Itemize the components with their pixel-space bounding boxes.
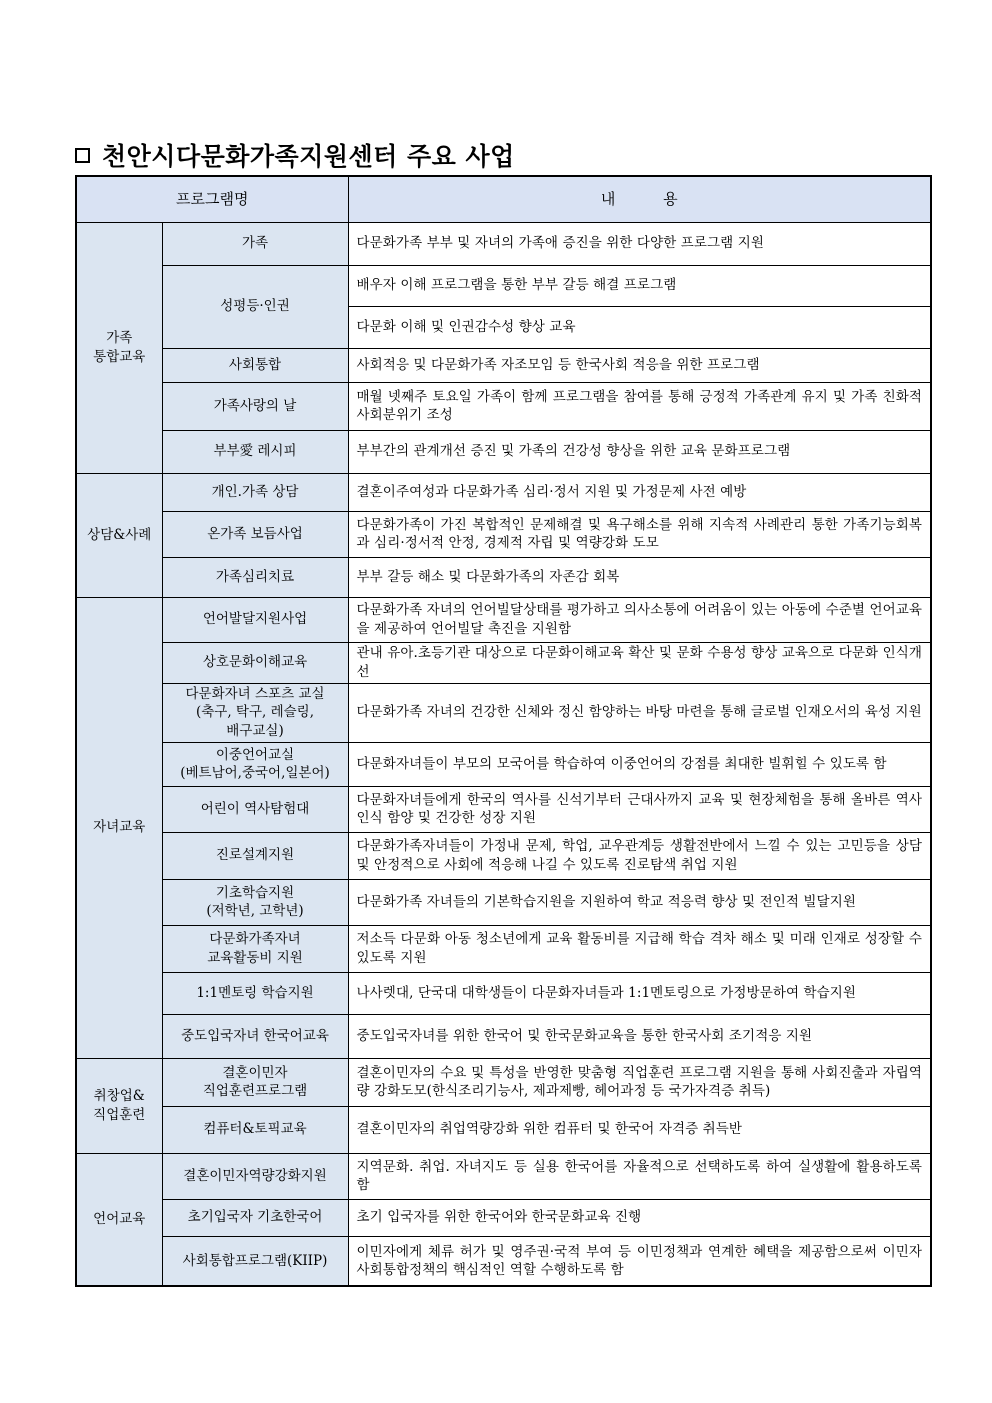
program-desc-cell: 다문화자녀들에게 한국의 역사를 신석기부터 근대사까지 교육 및 현장체험을 통해 올바른 역사 인식 함양 및 건강한 성장 지원: [348, 786, 931, 832]
table-row: [76, 832, 931, 879]
program-desc-cell: 결혼이주여성과 다문화가족 심리·정서 지원 및 가정문제 사전 예방: [348, 473, 931, 511]
program-name-cell: 결혼이민자 직업훈련프로그램: [162, 1058, 348, 1106]
table-row: [76, 972, 931, 1014]
program-desc-cell: 지역문화. 취업. 자녀지도 등 실용 한국어를 자율적으로 선택하도록 하여 실생활에 활용하도록 함: [348, 1153, 931, 1199]
program-name-cell: 진로설계지원: [162, 832, 348, 879]
program-name-cell: 다문화자녀 스포츠 교실 (축구, 탁구, 레슬링, 배구교실): [162, 683, 348, 742]
program-desc-cell: 다문화가족자녀들이 가정내 문제, 학업, 교우관계등 생활전반에서 느낄 수 있는 고민등을 상담 및 안정적으로 사회에 적응해 나길 수 있도록 진로탐색 취업 지원: [348, 832, 931, 879]
program-desc-cell: 부부 갈등 해소 및 다문화가족의 자존감 회복: [348, 557, 931, 597]
program-name-cell: 가족사랑의 날: [162, 382, 348, 430]
table-row: [76, 597, 931, 642]
program-desc-cell: 다문화가족 부부 및 자녀의 가족애 증진을 위한 다양한 프로그램 지원: [348, 222, 931, 265]
table-row: [76, 786, 931, 832]
program-name-cell: 개인.가족 상담: [162, 473, 348, 511]
table-row: [76, 1199, 931, 1236]
category-cell: 언어교육: [76, 1153, 162, 1286]
program-name-cell: 가족심리치료: [162, 557, 348, 597]
table-row: [76, 879, 931, 925]
program-desc-cell: 결혼이민자의 취업역량강화 위한 컴퓨터 및 한국어 자격증 취득반: [348, 1106, 931, 1153]
table-row: [76, 1014, 931, 1058]
program-name-cell: 상호문화이해교육: [162, 642, 348, 683]
program-desc-cell: 다문화가족 자녀의 건강한 신체와 정신 함양하는 바탕 마련을 통해 글로벌 인재오서의 육성 지원: [348, 683, 931, 742]
table-row: [76, 642, 931, 683]
category-cell: 가족 통합교육: [76, 222, 162, 473]
program-desc-cell: 다문화가족 자녀들의 기본학습지원을 지원하여 학교 적응력 향상 및 전인적 빌달지원: [348, 879, 931, 925]
program-name-cell: 성평등·인권: [162, 265, 348, 348]
table-row: [76, 430, 931, 473]
page-title: [75, 137, 515, 173]
program-desc-cell: 중도입국자녀를 위한 한국어 및 한국문화교육을 통한 한국사회 조기적응 지원: [348, 1014, 931, 1058]
program-name-cell: 중도입국자녀 한국어교육: [162, 1014, 348, 1058]
program-desc-cell: 초기 입국자를 위한 한국어와 한국문화교육 진행: [348, 1199, 931, 1236]
table-row: [76, 1236, 931, 1286]
table-header-row: [76, 176, 931, 222]
program-desc-cell: 배우자 이해 프로그램을 통한 부부 갈등 해결 프로그램: [348, 265, 931, 306]
program-name-cell: 기초학습지원 (저학년, 고학년): [162, 879, 348, 925]
program-name-cell: 다문화가족자녀 교육활동비 지원: [162, 925, 348, 972]
program-name-cell: 사회통합프로그램(KIIP): [162, 1236, 348, 1286]
program-desc-cell: 관내 유아.초등기관 대상으로 다문화이해교육 확산 및 문화 수용성 향상 교육으로 다문화 인식개선: [348, 642, 931, 683]
program-name-cell: 이중언어교실 (베트남어,중국어,일본어): [162, 742, 348, 786]
program-desc-cell: 저소득 다문화 아동 청소년에게 교육 활동비를 지급해 학습 격차 해소 및 미래 인재로 성장할 수 있도록 지원: [348, 925, 931, 972]
category-cell: 상담&사례: [76, 473, 162, 597]
table-row: [76, 382, 931, 430]
program-desc-cell: 결혼이민자의 수요 및 특성을 반영한 맞춤형 직업훈련 프로그램 지원을 통해 사회진출과 자립역량 강화도모(한식조리기능사, 제과제빵, 헤어과정 등 국가자격증 취득): [348, 1058, 931, 1106]
table-row: [76, 1153, 931, 1199]
program-name-cell: 1:1멘토링 학습지원: [162, 972, 348, 1014]
page-title-text: 천안시다문화가족지원센터 주요 사업: [102, 142, 515, 171]
program-desc-cell: 다문화가족이 가진 복합적인 문제해결 및 욕구해소를 위해 지속적 사례관리 통한 가족기능회복과 심리·정서적 안정, 경제적 자립 및 역량강화 도모: [348, 511, 931, 557]
header-content: 내 용: [348, 176, 931, 222]
program-name-cell: 초기입국자 기초한국어: [162, 1199, 348, 1236]
table-row: [76, 1058, 931, 1106]
table-row: [76, 473, 931, 511]
program-desc-cell: 사회적응 및 다문화가족 자조모임 등 한국사회 적응을 위한 프로그램: [348, 348, 931, 382]
program-desc-cell: 다문화가족 자녀의 언어빌달상태를 평가하고 의사소통에 어려움이 있는 아동에 수준별 언어교육을 제공하여 언어빌달 촉진을 지원함: [348, 597, 931, 642]
program-desc-cell: 매월 넷째주 토요일 가족이 함께 프로그램을 참여를 통해 긍정적 가족관계 유지 및 가족 친화적 사회분위기 조성: [348, 382, 931, 430]
program-name-cell: 부부愛 레시피: [162, 430, 348, 473]
table-row: [76, 511, 931, 557]
program-desc-cell: 다문화 이해 및 인권감수성 향상 교육: [348, 306, 931, 348]
program-name-cell: 언어발달지원사업: [162, 597, 348, 642]
table-row: [76, 557, 931, 597]
table-row: [76, 683, 931, 742]
program-desc-cell: 다문화자녀들이 부모의 모국어를 학습하여 이중언어의 강점를 최대한 빌휘힐 수 있도록 함: [348, 742, 931, 786]
table-row: [76, 265, 931, 306]
program-name-cell: 컴퓨터&토픽교육: [162, 1106, 348, 1153]
program-desc-cell: 이민자에게 체류 허가 및 영주권·국적 부여 등 이민정책과 연계한 혜택을 제공함으로써 이민자 사회통합정책의 핵심적인 역할 수행하도록 함: [348, 1236, 931, 1286]
table-row: [76, 348, 931, 382]
checkbox-square-icon: [75, 148, 90, 163]
program-desc-cell: 부부간의 관계개선 증진 및 가족의 건강성 향상을 위한 교육 문화프로그램: [348, 430, 931, 473]
program-name-cell: 어린이 역사탐험대: [162, 786, 348, 832]
table-row: [76, 222, 931, 265]
program-name-cell: 사회통합: [162, 348, 348, 382]
header-program-name: 프로그램명: [76, 176, 348, 222]
table-row: [76, 742, 931, 786]
program-name-cell: 온가족 보듬사업: [162, 511, 348, 557]
table-row: [76, 925, 931, 972]
program-table: [75, 175, 932, 1287]
table-row: [76, 1106, 931, 1153]
category-cell: 취창업& 직업훈련: [76, 1058, 162, 1153]
program-name-cell: 가족: [162, 222, 348, 265]
program-desc-cell: 나사렛대, 단국대 대학생들이 다문화자녀들과 1:1멘토링으로 가정방문하여 학습지원: [348, 972, 931, 1014]
category-cell: 자녀교육: [76, 597, 162, 1058]
program-name-cell: 결혼이민자역량강화지원: [162, 1153, 348, 1199]
